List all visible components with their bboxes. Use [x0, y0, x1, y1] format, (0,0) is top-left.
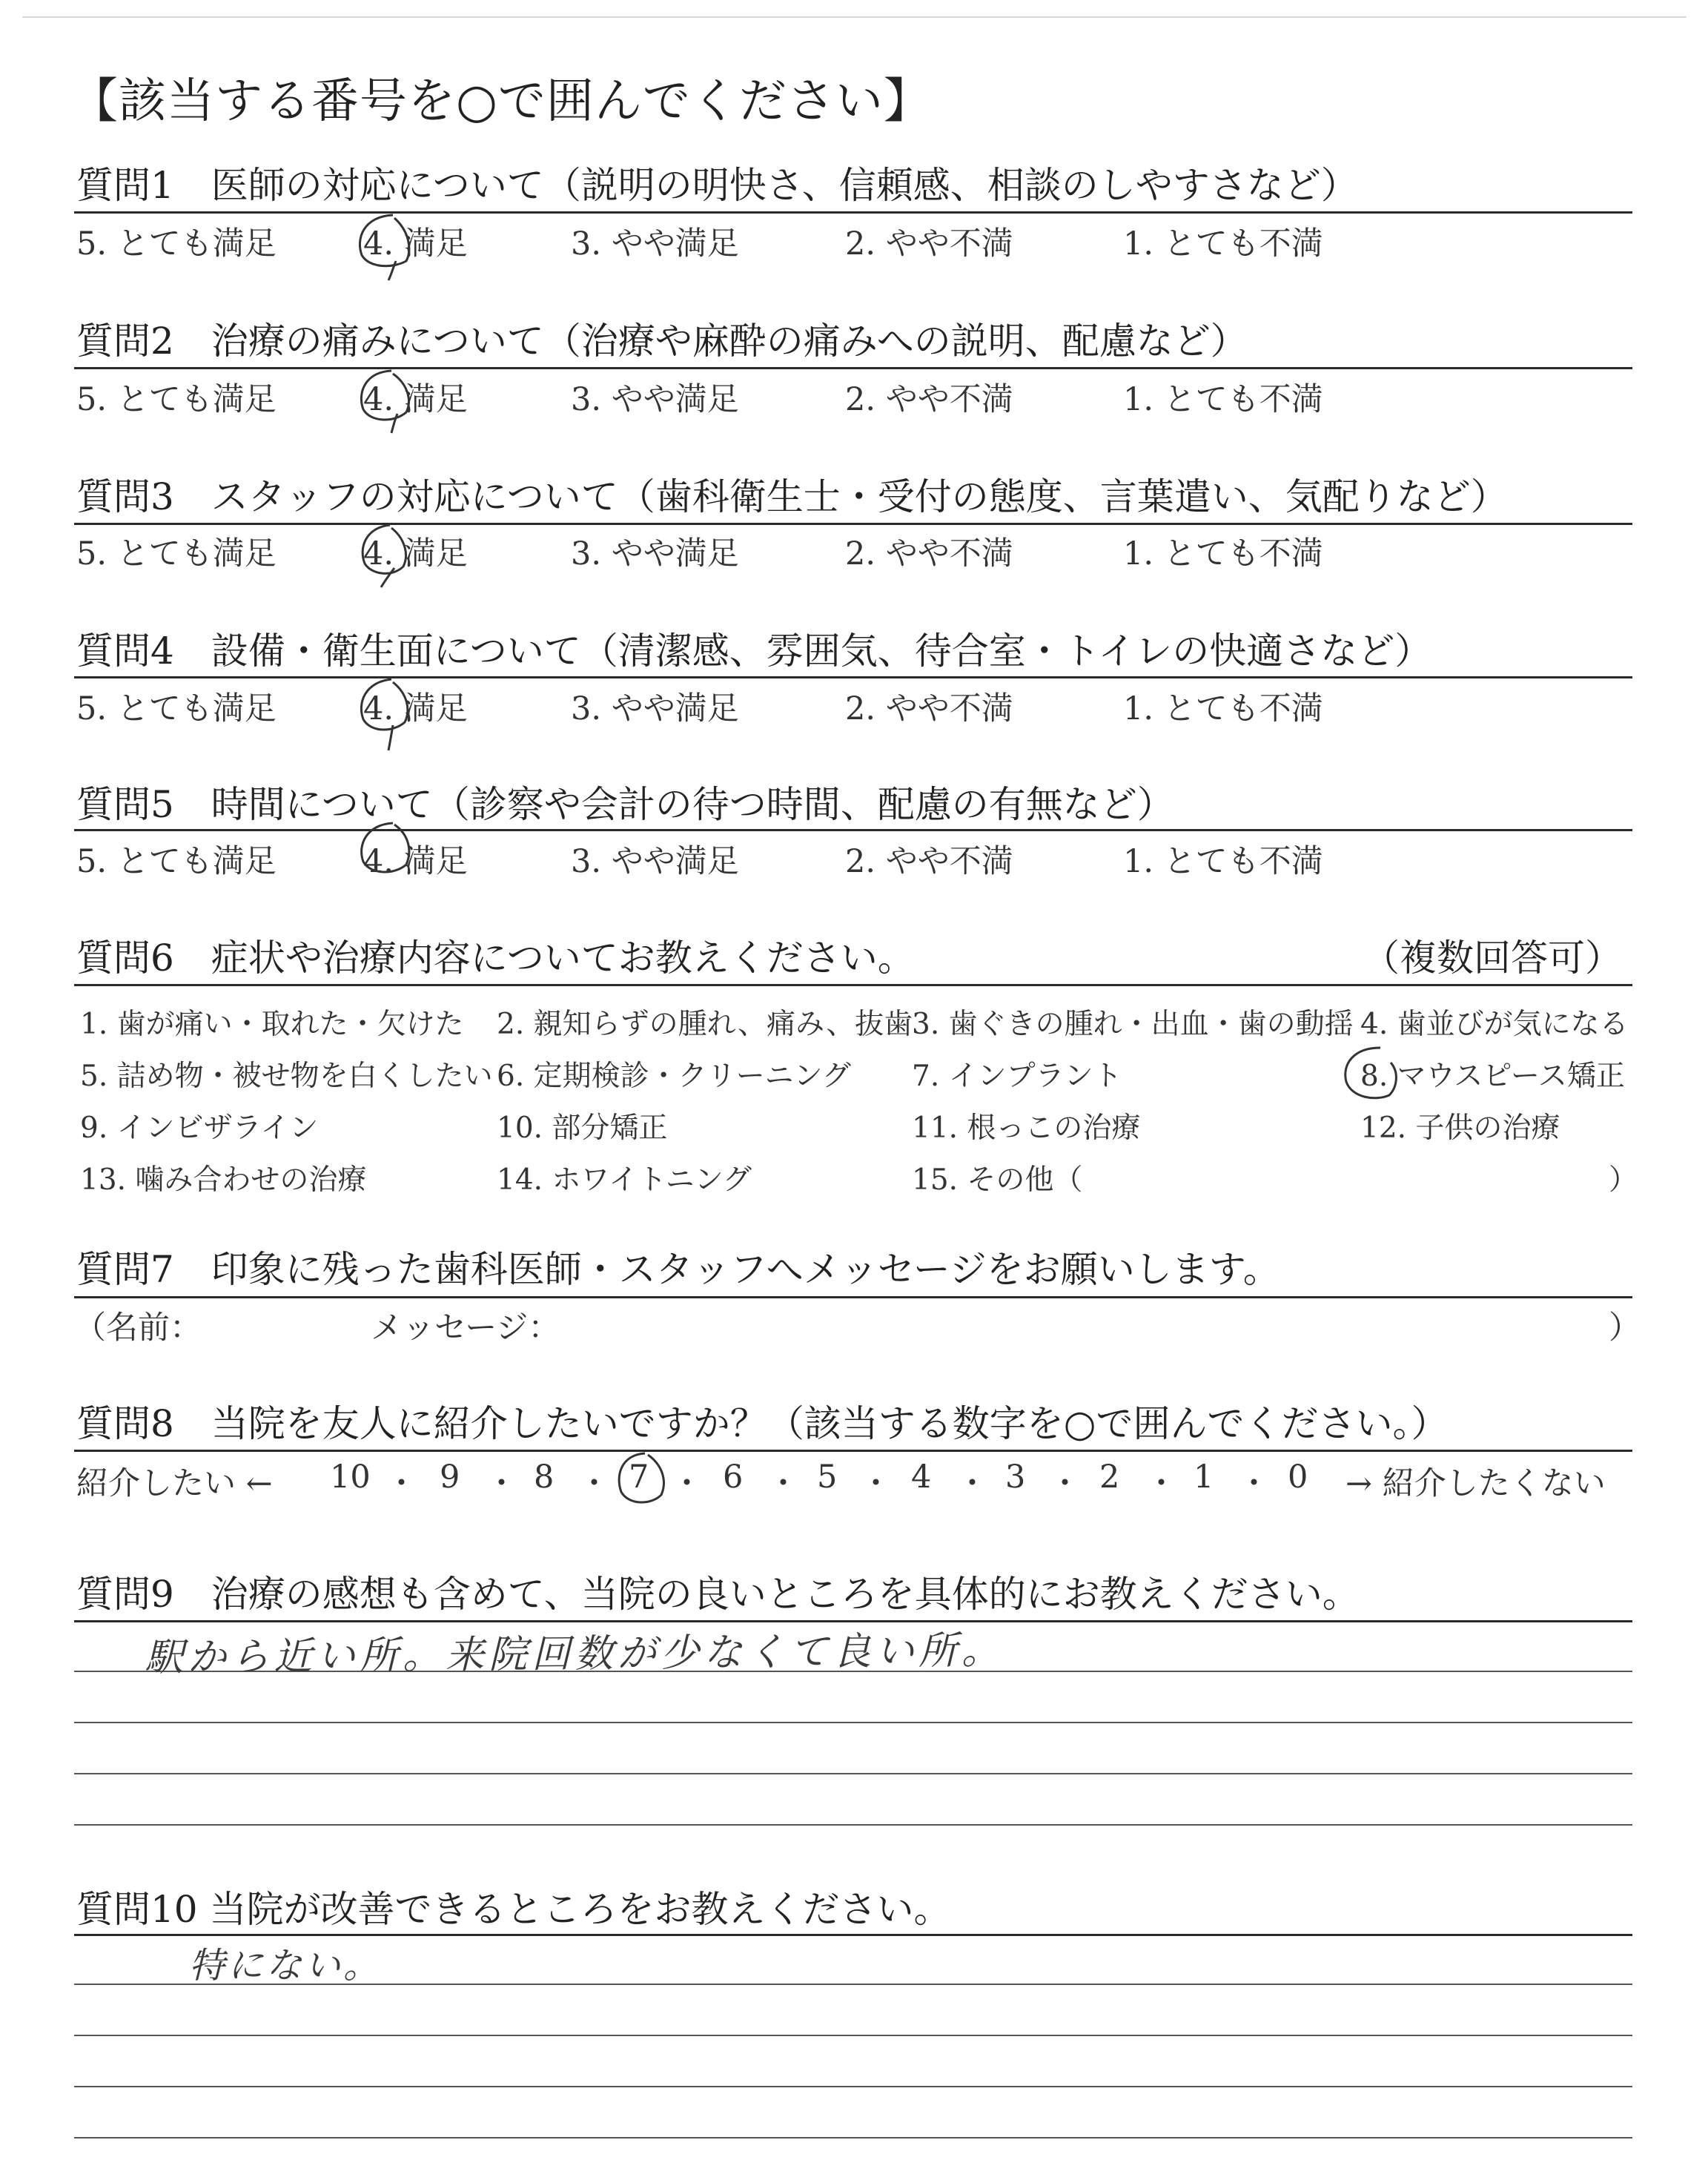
- q6-option-4[interactable]: 4. 歯並びが気になる: [1360, 1008, 1629, 1041]
- q8-number-2[interactable]: 2: [1099, 1459, 1120, 1496]
- q8-number-5[interactable]: 5: [817, 1459, 838, 1496]
- q9-answer-line: [74, 1824, 1632, 1826]
- q10-answer-line: [74, 2137, 1632, 2138]
- q8-dot: ・: [860, 1465, 892, 1502]
- q5-option-1[interactable]: 1. とても不満: [1123, 843, 1323, 880]
- q2-option-5[interactable]: 5. とても満足: [76, 381, 277, 418]
- q6-option-5[interactable]: 5. 詰め物・被せ物を白くしたい: [80, 1060, 493, 1093]
- question-9-title: 質問9 治療の感想も含めて、当院の良いところを具体的にお教えください。: [76, 1573, 1360, 1616]
- q7-message-label: メッセージ：: [371, 1309, 560, 1347]
- q8-number-3[interactable]: 3: [1005, 1459, 1026, 1496]
- q8-number-10[interactable]: 10: [330, 1459, 371, 1496]
- q3-option-5[interactable]: 5. とても満足: [76, 535, 277, 572]
- q8-number-4[interactable]: 4: [911, 1459, 932, 1496]
- q2-option-2[interactable]: 2. やや不満: [845, 381, 1013, 418]
- q10-handwritten-answer: 特にない。: [189, 1945, 383, 1986]
- q6-option-7[interactable]: 7. インプラント: [912, 1060, 1122, 1093]
- q8-number-7[interactable]: 7: [629, 1459, 649, 1496]
- page-heading: 【該当する番号を○で囲んでください】: [70, 74, 932, 129]
- q6-option-3[interactable]: 3. 歯ぐきの腫れ・出血・歯の動揺: [912, 1008, 1354, 1041]
- q10-answer-line: [74, 2035, 1632, 2036]
- q7-close-paren: ）: [1609, 1309, 1641, 1347]
- q8-number-1[interactable]: 1: [1194, 1459, 1214, 1496]
- q6-hand-circle-mark: [1334, 1042, 1420, 1109]
- question-6-title: 質問6 症状や治療内容についてお教えください。: [76, 937, 915, 980]
- q6-option-9[interactable]: 9. インビザライン: [80, 1112, 319, 1145]
- q3-option-4[interactable]: 4. 満足: [363, 535, 468, 572]
- question-10-title: 質問10 当院が改善できるところをお教えください。: [76, 1888, 951, 1931]
- q8-right-label: → 紹介したくない: [1345, 1465, 1606, 1502]
- q8-number-0[interactable]: 0: [1288, 1459, 1308, 1496]
- q1-option-1[interactable]: 1. とても不満: [1123, 225, 1323, 262]
- question-3-rule: [74, 523, 1632, 525]
- question-5-title: 質問5 時間について（診察や会計の待つ時間、配慮の有無など）: [76, 783, 1174, 826]
- q8-dot: ・: [385, 1465, 417, 1502]
- q6-option-13[interactable]: 13. 噛み合わせの治療: [80, 1163, 367, 1197]
- q3-option-3[interactable]: 3. やや満足: [571, 535, 739, 572]
- q9-handwritten-answer: 駅から近い所。来院回数が少なくて良い所。: [144, 1628, 1005, 1681]
- q1-option-4[interactable]: 4. 満足: [363, 225, 468, 262]
- question-7-rule: [74, 1296, 1632, 1298]
- question-8-rule: [74, 1450, 1632, 1452]
- q7-name-label: （名前：: [74, 1309, 202, 1347]
- q1-option-3[interactable]: 3. やや満足: [571, 225, 739, 262]
- question-10-rule: [74, 1934, 1632, 1936]
- q4-option-3[interactable]: 3. やや満足: [571, 690, 739, 727]
- q6-option-8[interactable]: 8. マウスピース矯正: [1360, 1060, 1625, 1093]
- q5-option-3[interactable]: 3. やや満足: [571, 843, 739, 880]
- q6-option-11[interactable]: 11. 根っこの治療: [912, 1112, 1141, 1145]
- q2-option-1[interactable]: 1. とても不満: [1123, 381, 1323, 418]
- q8-number-6[interactable]: 6: [723, 1459, 744, 1496]
- q8-dot: ・: [578, 1465, 610, 1502]
- q8-dot: ・: [671, 1465, 703, 1502]
- q2-hand-circle-mark: [348, 363, 437, 437]
- q3-hand-circle-mark: [348, 519, 437, 593]
- q6-option-6[interactable]: 6. 定期検診・クリーニング: [497, 1060, 851, 1093]
- q6-option-12[interactable]: 12. 子供の治療: [1360, 1112, 1560, 1145]
- q6-other-close-paren: ）: [1609, 1163, 1638, 1197]
- question-4-rule: [74, 676, 1632, 678]
- q3-option-1[interactable]: 1. とても不満: [1123, 535, 1323, 572]
- q1-hand-circle-mark: [348, 209, 437, 283]
- q3-option-2[interactable]: 2. やや不満: [845, 535, 1013, 572]
- q8-dot: ・: [767, 1465, 799, 1502]
- q8-dot: ・: [1049, 1465, 1081, 1502]
- q5-hand-circle-mark: [348, 814, 437, 888]
- question-6-rule: [74, 984, 1632, 986]
- q2-option-4[interactable]: 4. 満足: [363, 381, 468, 418]
- q4-hand-circle-mark: [348, 673, 437, 755]
- question-4-title: 質問4 設備・衛生面について（清潔感、雰囲気、待合室・トイレの快適さなど）: [76, 630, 1432, 673]
- q6-option-14[interactable]: 14. ホワイトニング: [497, 1163, 752, 1197]
- q10-answer-line: [74, 2086, 1632, 2087]
- q6-option-2[interactable]: 2. 親知らずの腫れ、痛み、抜歯: [497, 1008, 913, 1041]
- question-7-title: 質問7 印象に残った歯科医師・スタッフへメッセージをお願いします。: [76, 1248, 1280, 1291]
- q8-hand-circle-mark: [608, 1446, 682, 1516]
- q6-option-10[interactable]: 10. 部分矯正: [497, 1112, 668, 1145]
- question-6-note: （複数回答可）: [1363, 937, 1622, 980]
- q8-left-label: 紹介したい ←: [76, 1465, 273, 1502]
- q2-option-3[interactable]: 3. やや満足: [571, 381, 739, 418]
- question-3-title: 質問3 スタッフの対応について（歯科衛生士・受付の態度、言葉遣い、気配りなど）: [76, 475, 1508, 518]
- question-1-title: 質問1 医師の対応について（説明の明快さ、信頼感、相談のしやすさなど）: [76, 164, 1358, 207]
- q8-dot: ・: [1145, 1465, 1177, 1502]
- q9-answer-line: [74, 1773, 1632, 1774]
- q6-option-15[interactable]: 15. その他（: [912, 1163, 1083, 1197]
- q4-option-2[interactable]: 2. やや不満: [845, 690, 1013, 727]
- question-5-rule: [74, 829, 1632, 831]
- question-2-rule: [74, 367, 1632, 369]
- q1-option-2[interactable]: 2. やや不満: [845, 225, 1013, 262]
- q8-number-9[interactable]: 9: [440, 1459, 460, 1496]
- q8-number-8[interactable]: 8: [534, 1459, 555, 1496]
- q6-option-1[interactable]: 1. 歯が痛い・取れた・欠けた: [80, 1008, 464, 1041]
- question-8-title: 質問8 当院を友人に紹介したいですか？（該当する数字を○で囲んでください。）: [76, 1402, 1449, 1445]
- question-2-title: 質問2 治療の痛みについて（治療や麻酔の痛みへの説明、配慮など）: [76, 320, 1248, 363]
- top-border: [22, 16, 1687, 18]
- q8-dot: ・: [956, 1465, 988, 1502]
- q4-option-5[interactable]: 5. とても満足: [76, 690, 277, 727]
- q5-option-4[interactable]: 4. 満足: [363, 843, 468, 880]
- q5-option-5[interactable]: 5. とても満足: [76, 843, 277, 880]
- q9-answer-line: [74, 1722, 1632, 1723]
- question-1-rule: [74, 211, 1632, 214]
- q4-option-1[interactable]: 1. とても不満: [1123, 690, 1323, 727]
- q4-option-4[interactable]: 4. 満足: [363, 690, 468, 727]
- q5-option-2[interactable]: 2. やや不満: [845, 843, 1013, 880]
- q8-dot: ・: [1238, 1465, 1270, 1502]
- q8-dot: ・: [486, 1465, 517, 1502]
- q1-option-5[interactable]: 5. とても満足: [76, 225, 277, 262]
